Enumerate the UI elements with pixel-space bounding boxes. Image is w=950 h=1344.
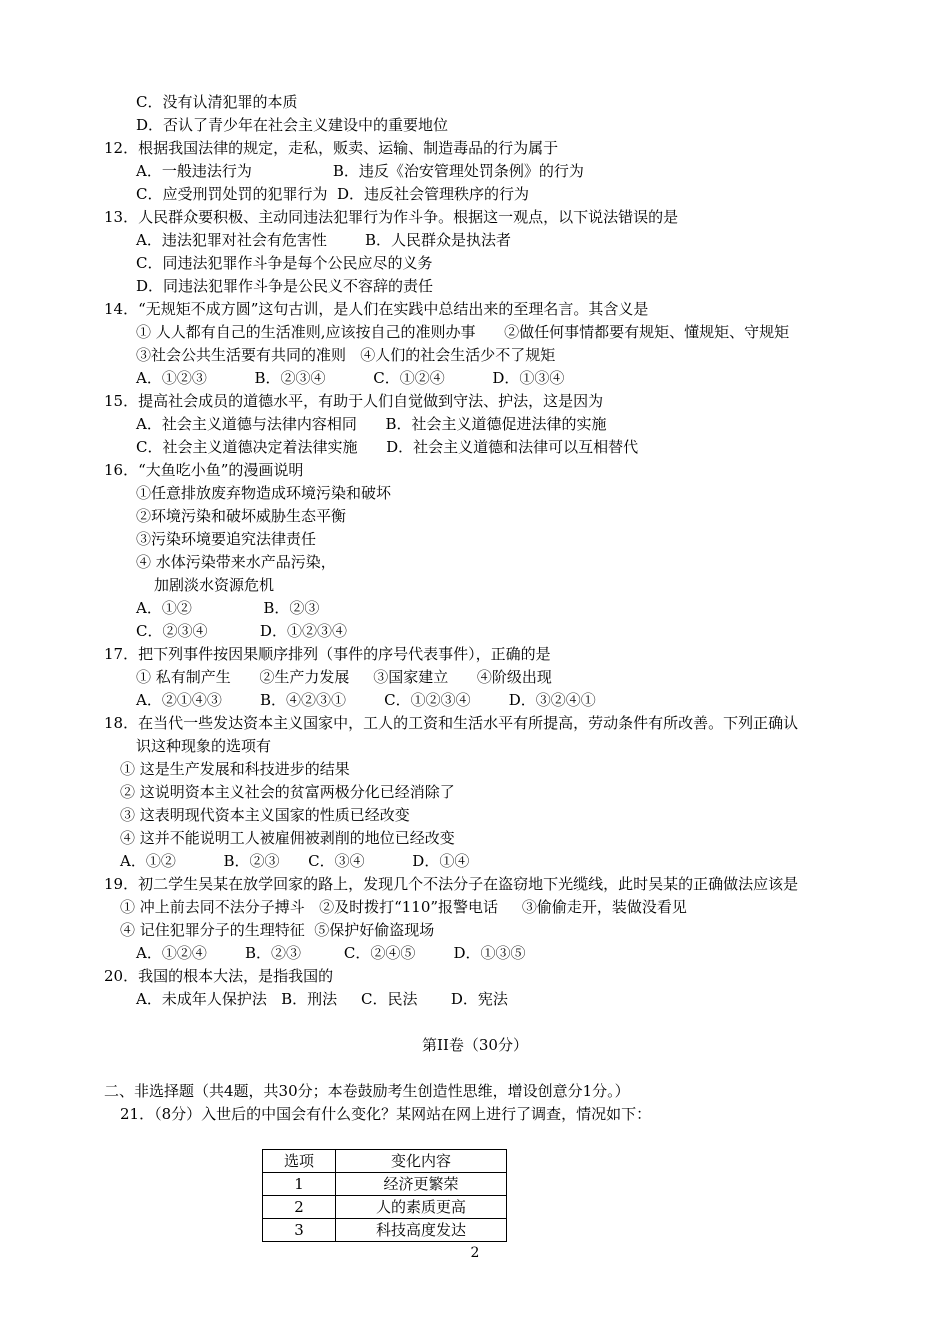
table-row <box>263 1196 507 1219</box>
text-line: 14．“无规矩不成方圆”这句古训，是人们在实践中总结出来的至理名言。其含义是 <box>104 300 649 318</box>
table-row <box>263 1173 507 1196</box>
text-line: 加剧淡水资源危机 <box>154 576 275 594</box>
text-line: 15．提高社会成员的道德水平，有助于人们自觉做到守法、护法，这是因为 <box>104 392 604 410</box>
table-cell-option: 1 <box>263 1173 336 1196</box>
text-line: 17．把下列事件按因果顺序排列（事件的序号代表事件），正确的是 <box>104 645 551 663</box>
table-cell-content: 科技高度发达 <box>336 1219 507 1242</box>
text-line: ④ 记住犯罪分子的生理特征 ⑤保护好偷盗现场 <box>120 921 435 939</box>
table-cell-content: 经济更繁荣 <box>336 1173 507 1196</box>
text-line: ①任意排放废弃物造成环境污染和破坏 <box>136 484 392 502</box>
text-line: 20．我国的根本大法，是指我国的 <box>104 967 334 985</box>
text-line: ③ 这表明现代资本主义国家的性质已经改变 <box>120 806 410 824</box>
text-line: ④ 水体污染带来水产品污染， <box>136 553 336 571</box>
text-line: 13．人民群众要积极、主动同违法犯罪行为作斗争。根据这一观点，以下说法错误的是 <box>104 208 679 226</box>
text-line: ① 这是生产发展和科技进步的结果 <box>120 760 350 778</box>
text-line: 16．“大鱼吃小鱼”的漫画说明 <box>104 461 304 479</box>
table-row <box>263 1219 507 1242</box>
question-21: 21．（8分）入世后的中国会有什么变化？某网站在网上进行了调查，情况如下： <box>120 1105 652 1123</box>
text-line: ②环境污染和破坏威胁生态平衡 <box>136 507 347 525</box>
text-line: A．违法犯罪对社会有危害性 B．人民群众是执法者 <box>136 231 512 249</box>
text-line: C．应受刑罚处罚的犯罪行为 D．违反社会管理秩序的行为 <box>136 185 530 203</box>
text-line: 19．初二学生吴某在放学回家的路上，发现几个不法分子在盗窃地下光缆线，此时吴某的正确做法应该是 <box>104 875 799 893</box>
column-header-content: 变化内容 <box>336 1150 507 1173</box>
text-line: ③社会公共生活要有共同的准则 ④人们的社会生活少不了规矩 <box>136 346 556 364</box>
table-cell-content: 人的素质更高 <box>336 1196 507 1219</box>
text-line: C．没有认清犯罪的本质 <box>136 93 298 111</box>
text-line: ① 人人都有自己的生活准则,应该按自己的准则办事 ②做任何事情都要有规矩、懂规矩、守规矩 <box>136 323 790 341</box>
text-line: ① 冲上前去同不法分子搏斗 ②及时拨打“110”报警电话 ③偷偷走开，装做没看见 <box>120 898 687 916</box>
text-line: ④ 这并不能说明工人被雇佣被剥削的地位已经改变 <box>120 829 455 847</box>
text-line: A．未成年人保护法 B．刑法 C．民法 D．宪法 <box>136 990 508 1008</box>
text-line: A．①②④ B．②③ C．②④⑤ D．①③⑤ <box>136 944 526 962</box>
column-header-option: 选项 <box>263 1150 336 1173</box>
table-cell-option: 3 <box>263 1219 336 1242</box>
survey-table <box>262 1149 507 1242</box>
text-line: A．社会主义道德与法律内容相同 B．社会主义道德促进法律的实施 <box>136 415 607 433</box>
table-header-row <box>263 1150 507 1173</box>
text-line: A．①② B．②③ <box>136 599 320 617</box>
text-line: C．同违法犯罪作斗争是每个公民应尽的义务 <box>136 254 433 272</box>
text-line: ② 这说明资本主义社会的贫富两极分化已经消除了 <box>120 783 455 801</box>
text-line: D．否认了青少年在社会主义建设中的重要地位 <box>136 116 449 134</box>
text-line: 12．根据我国法律的规定，走私，贩卖、运输、制造毒品的行为属于 <box>104 139 559 157</box>
text-line: A．一般违法行为 B．违反《治安管理处罚条例》的行为 <box>136 162 584 180</box>
page-number: 2 <box>470 1245 480 1261</box>
text-line: A．①②③ B．②③④ C．①②④ D．①③④ <box>136 369 565 387</box>
text-line: 18．在当代一些发达资本主义国家中，工人的工资和生活水平有所提高，劳动条件有所改善。下列正确认 <box>104 714 799 732</box>
text-line: D．同违法犯罪作斗争是公民义不容辞的责任 <box>136 277 434 295</box>
section-title: 第II卷（30分） <box>422 1036 528 1054</box>
text-line: A．②①④③ B．④②③① C．①②③④ D．③②④① <box>136 691 596 709</box>
text-line: 识这种现象的选项有 <box>136 737 272 755</box>
part2-intro: 二、非选择题（共4题，共30分；本卷鼓励考生创造性思维，增设创意分1分。） <box>104 1082 630 1100</box>
text-line: ③污染环境要追究法律责任 <box>136 530 317 548</box>
text-line: A．①② B．②③ C．③④ D．①④ <box>120 852 470 870</box>
text-line: C．②③④ D．①②③④ <box>136 622 347 640</box>
text-line: C．社会主义道德决定着法律实施 D．社会主义道德和法律可以互相替代 <box>136 438 639 456</box>
text-line: ① 私有制产生 ②生产力发展 ③国家建立 ④阶级出现 <box>136 668 552 686</box>
table-cell-option: 2 <box>263 1196 336 1219</box>
